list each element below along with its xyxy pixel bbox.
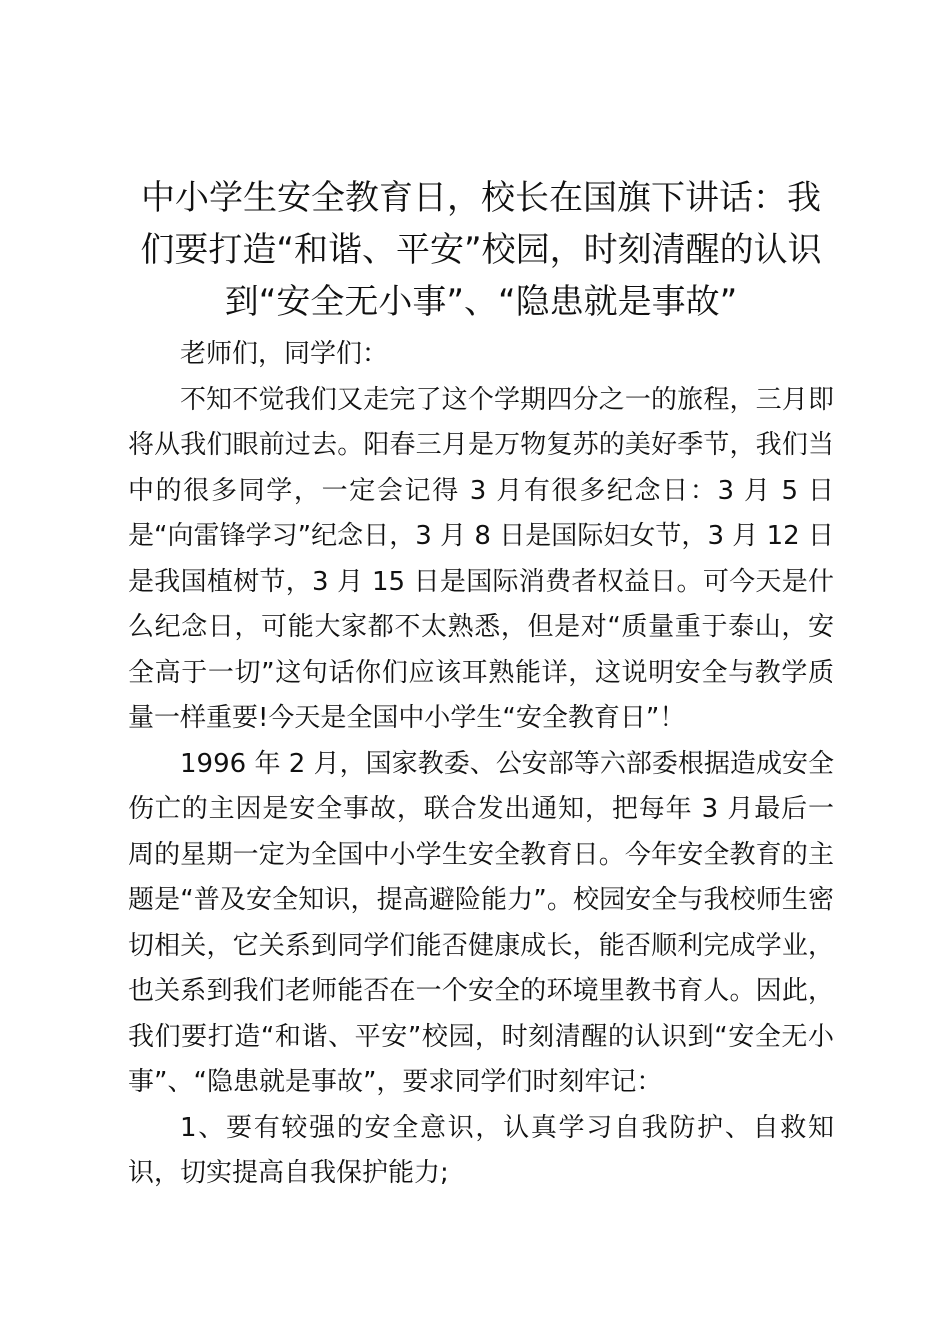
list-item-paragraph: 1、要有较强的安全意识，认真学习自我防护、自救知识，切实提高自我保护能力; (128, 1112, 834, 1188)
salutation-paragraph: 老师们，同学们： (180, 339, 389, 369)
body-paragraph: 不知不觉我们又走完了这个学期四分之一的旅程，三月即将从我们眼前过去。阳春三月是万物复苏的美好季节，我们当中的很多同学，一定会记得 3 月有很多纪念日：3 月 5 日是“向雷锋学习”纪念日，3 月 8 日是国际妇女节，3 月 12 日是我国植树节，3 月 15 日是国际消费者权益日。可今天是什么纪念日，可能大家都不太熟悉，但是对“质量重于泰山，安全高于一切”这句话你们应该耳熟能详，这说明安全与教学质量一样重要!今天是全国中小学生“安全教育日”！ (128, 384, 834, 733)
document-title: 中小学生安全教育日，校长在国旗下讲话：我们要打造“和谐、平安”校园，时刻清醒的认识到“安全无小事”、“隐患就是事故” (140, 178, 822, 322)
body-paragraph: 1996 年 2 月，国家教委、公安部等六部委根据造成安全伤亡的主因是安全事故，联合发出通知，把每年 3 月最后一周的星期一定为全国中小学生安全教育日。今年安全教育的主题是“普及安全知识，提高避险能力”。校园安全与我校师生密切相关，它关系到同学们能否健康成长，能否顺利完成学业，也关系到我们老师能否在一个安全的环境里教书育人。因此，我们要打造“和谐、平安”校园，时刻清醒的认识到“安全无小事”、“隐患就是事故”，要求同学们时刻牢记： (128, 748, 834, 1097)
document-body (128, 172, 834, 1197)
